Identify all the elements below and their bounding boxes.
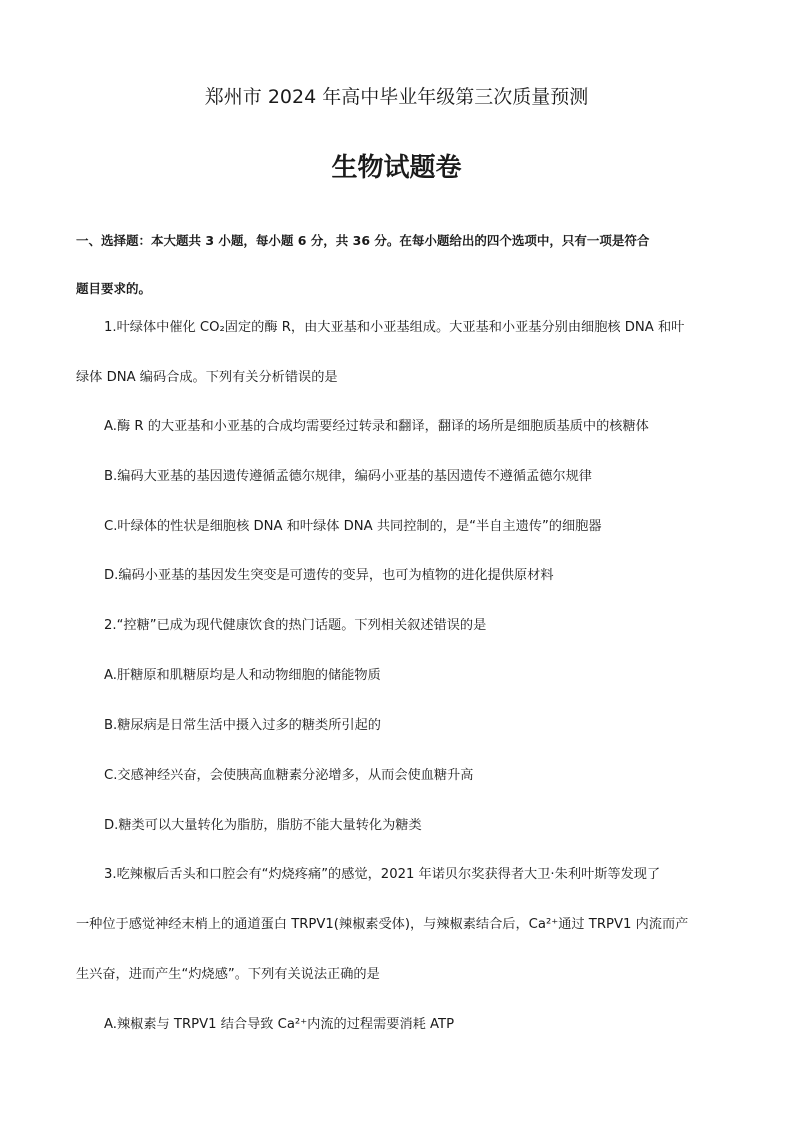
question-3-stem-line-1: 3.吃辣椒后舌头和口腔会有“灼烧疼痛”的感觉，2021 年诺贝尔奖获得者大卫·朱利叶斯等发现了 [104, 867, 661, 882]
question-2-option-d: D.糖类可以大量转化为脂肪，脂肪不能大量转化为糖类 [104, 818, 422, 833]
document-title: 生物试题卷 [331, 153, 462, 183]
question-2-option-a: A.肝糖原和肌糖原均是人和动物细胞的储能物质 [104, 668, 381, 683]
question-1-option-c: C.叶绿体的性状是细胞核 DNA 和叶绿体 DNA 共同控制的，是“半自主遗传”的细胞器 [104, 519, 602, 534]
question-3-stem-line-2: 一种位于感觉神经末梢上的通道蛋白 TRPV1(辣椒素受体)，与辣椒素结合后，Ca²⁺通过 TRPV1 内流而产 [76, 917, 689, 932]
question-1-stem-line-1: 1.叶绿体中催化 CO₂固定的酶 R，由大亚基和小亚基组成。大亚基和小亚基分别由细胞核 DNA 和叶 [104, 320, 685, 335]
question-2-option-c: C.交感神经兴奋，会使胰高血糖素分泌增多，从而会使血糖升高 [104, 768, 474, 783]
section-heading-line-1: 一、选择题：本大题共 3 小题，每小题 6 分，共 36 分。在每小题给出的四个选项中，只有一项是符合 [76, 233, 650, 248]
question-1-stem-line-2: 绿体 DNA 编码合成。下列有关分析错误的是 [76, 370, 338, 385]
question-1-option-d: D.编码小亚基的基因发生突变是可遗传的变异，也可为植物的进化提供原材料 [104, 568, 554, 583]
question-3-option-a: A.辣椒素与 TRPV1 结合导致 Ca²⁺内流的过程需要消耗 ATP [104, 1017, 455, 1032]
exam-header: 郑州市 2024 年高中毕业年级第三次质量预测 [204, 86, 589, 108]
question-1-option-b: B.编码大亚基的基因遗传遵循孟德尔规律，编码小亚基的基因遗传不遵循孟德尔规律 [104, 469, 592, 484]
question-2-option-b: B.糖尿病是日常生活中摄入过多的糖类所引起的 [104, 718, 381, 733]
question-2-stem: 2.“控糖”已成为现代健康饮食的热门话题。下列相关叙述错误的是 [104, 618, 487, 633]
section-heading-line-2: 题目要求的。 [76, 281, 152, 296]
question-1-option-a: A.酶 R 的大亚基和小亚基的合成均需要经过转录和翻译，翻译的场所是细胞质基质中的核糖体 [104, 419, 649, 434]
question-3-stem-line-3: 生兴奋，进而产生“灼烧感”。下列有关说法正确的是 [76, 967, 380, 982]
